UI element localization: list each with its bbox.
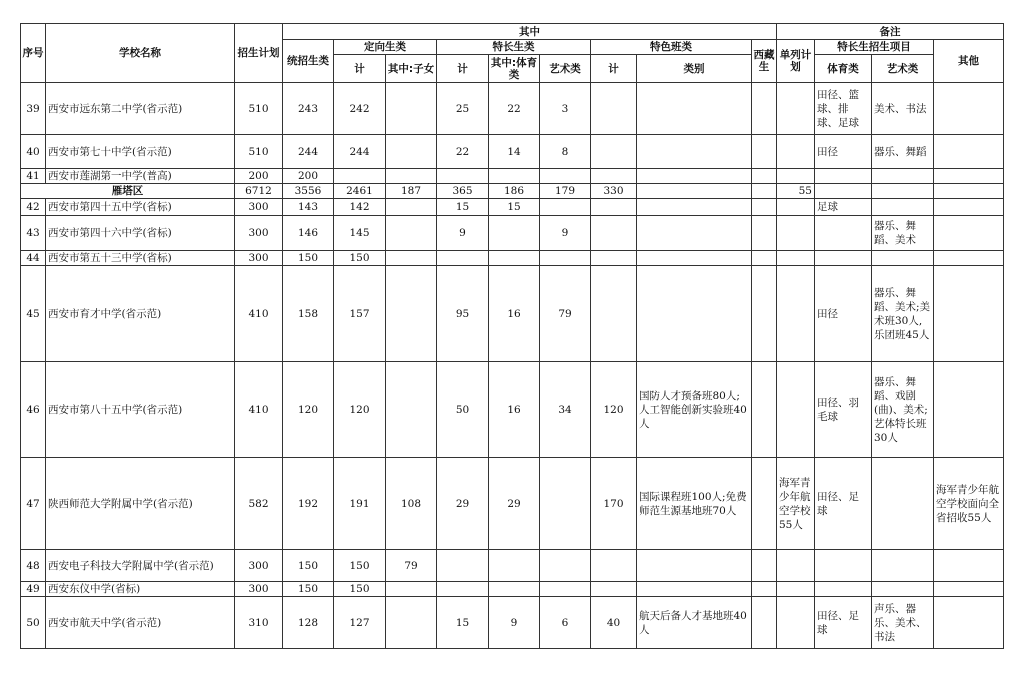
unified-count: 120 [283, 362, 334, 458]
unified-count: 150 [283, 550, 334, 582]
feature-class-category [637, 550, 752, 582]
other-remarks [934, 216, 1004, 251]
feature-class-total [591, 582, 637, 597]
row-number: 50 [21, 597, 46, 649]
arts-items: 器乐、舞蹈 [872, 135, 934, 169]
enrollment-plan: 300 [235, 550, 283, 582]
special-arts: 9 [540, 216, 591, 251]
separate-plan [777, 169, 815, 184]
directed-total [334, 169, 386, 184]
directed-children [386, 251, 437, 266]
feature-class-category [637, 184, 752, 199]
special-sports: 16 [489, 362, 540, 458]
special-total [437, 582, 489, 597]
separate-plan [777, 251, 815, 266]
tibet-count [752, 550, 777, 582]
row-number: 40 [21, 135, 46, 169]
table-row [21, 135, 1004, 169]
special-total: 15 [437, 199, 489, 216]
special-sports: 29 [489, 458, 540, 550]
directed-total: 157 [334, 266, 386, 362]
header-directed-total: 计 [334, 55, 386, 83]
directed-children [386, 83, 437, 135]
feature-class-total: 120 [591, 362, 637, 458]
special-arts: 179 [540, 184, 591, 199]
separate-plan [777, 582, 815, 597]
enrollment-plan-table [20, 23, 1004, 649]
unified-count: 143 [283, 199, 334, 216]
table-row [21, 169, 1004, 184]
feature-class-category: 国防人才预备班80人;人工智能创新实验班40人 [637, 362, 752, 458]
header-sports-category: 体育类 [815, 55, 872, 83]
feature-class-category [637, 83, 752, 135]
other-remarks [934, 169, 1004, 184]
feature-class-total [591, 266, 637, 362]
header-of-which: 其中 [283, 24, 777, 40]
table-row [21, 597, 1004, 649]
tibet-count [752, 582, 777, 597]
separate-plan [777, 135, 815, 169]
separate-plan [777, 550, 815, 582]
tibet-count [752, 458, 777, 550]
sports-items: 田径、羽毛球 [815, 362, 872, 458]
directed-total: 244 [334, 135, 386, 169]
row-number: 44 [21, 251, 46, 266]
school-name: 西安市莲湖第一中学(普高) [46, 169, 235, 184]
arts-items: 美术、书法 [872, 83, 934, 135]
arts-items: 声乐、器乐、美术、书法 [872, 597, 934, 649]
other-remarks [934, 199, 1004, 216]
arts-items: 器乐、舞蹈、戏剧(曲)、美术;艺体特长班30人 [872, 362, 934, 458]
header-plan: 招生计划 [235, 24, 283, 83]
feature-class-total [591, 169, 637, 184]
arts-items [872, 184, 934, 199]
header-seq: 序号 [21, 24, 46, 83]
enrollment-plan: 300 [235, 251, 283, 266]
tibet-count [752, 199, 777, 216]
tibet-count [752, 251, 777, 266]
enrollment-plan: 300 [235, 199, 283, 216]
special-sports: 186 [489, 184, 540, 199]
feature-class-total: 330 [591, 184, 637, 199]
directed-children [386, 135, 437, 169]
row-number: 42 [21, 199, 46, 216]
row-number: 43 [21, 216, 46, 251]
feature-class-category: 国际课程班100人;免费师范生源基地班70人 [637, 458, 752, 550]
special-total: 15 [437, 597, 489, 649]
row-number: 48 [21, 550, 46, 582]
sports-items: 田径、篮球、排球、足球 [815, 83, 872, 135]
sports-items [815, 216, 872, 251]
feature-class-category [637, 135, 752, 169]
arts-items: 器乐、舞蹈、美术;美术班30人,乐团班45人 [872, 266, 934, 362]
special-arts: 3 [540, 83, 591, 135]
enrollment-plan: 300 [235, 216, 283, 251]
unified-count: 146 [283, 216, 334, 251]
table-row [21, 362, 1004, 458]
school-name: 西安市第五十三中学(省标) [46, 251, 235, 266]
feature-class-total [591, 550, 637, 582]
arts-items [872, 458, 934, 550]
tibet-count [752, 597, 777, 649]
tibet-count [752, 169, 777, 184]
other-remarks [934, 597, 1004, 649]
table-row [21, 216, 1004, 251]
feature-class-category [637, 251, 752, 266]
directed-total: 150 [334, 582, 386, 597]
school-name: 西安市第七十中学(省示范) [46, 135, 235, 169]
special-total: 9 [437, 216, 489, 251]
special-arts: 79 [540, 266, 591, 362]
school-name: 西安电子科技大学附属中学(省示范) [46, 550, 235, 582]
header-special: 特长生类 [437, 40, 591, 55]
table-header [21, 24, 1004, 83]
other-remarks [934, 184, 1004, 199]
special-sports: 15 [489, 199, 540, 216]
sports-items: 田径、足球 [815, 597, 872, 649]
separate-plan [777, 266, 815, 362]
district-name: 雁塔区 [21, 184, 235, 199]
enrollment-plan: 310 [235, 597, 283, 649]
row-number: 45 [21, 266, 46, 362]
sports-items: 田径、足球 [815, 458, 872, 550]
table-row [21, 458, 1004, 550]
header-directed-children: 其中:子女 [386, 55, 437, 83]
sports-items [815, 184, 872, 199]
special-total [437, 169, 489, 184]
tibet-count [752, 266, 777, 362]
special-total: 25 [437, 83, 489, 135]
row-number: 47 [21, 458, 46, 550]
feature-class-category [637, 582, 752, 597]
header-feature-total: 计 [591, 55, 637, 83]
directed-children [386, 597, 437, 649]
school-name: 西安东仪中学(省标) [46, 582, 235, 597]
separate-plan [777, 83, 815, 135]
enrollment-plan: 300 [235, 582, 283, 597]
other-remarks [934, 266, 1004, 362]
special-total: 22 [437, 135, 489, 169]
sports-items [815, 582, 872, 597]
special-sports [489, 550, 540, 582]
special-arts [540, 251, 591, 266]
school-name: 陕西师范大学附属中学(省示范) [46, 458, 235, 550]
directed-total: 127 [334, 597, 386, 649]
directed-total: 242 [334, 83, 386, 135]
directed-children [386, 266, 437, 362]
special-sports [489, 216, 540, 251]
unified-count: 150 [283, 582, 334, 597]
separate-plan: 海军青少年航空学校55人 [777, 458, 815, 550]
sports-items [815, 169, 872, 184]
special-total: 365 [437, 184, 489, 199]
enrollment-plan: 410 [235, 266, 283, 362]
feature-class-total [591, 251, 637, 266]
table-row [21, 550, 1004, 582]
arts-items: 器乐、舞蹈、美术 [872, 216, 934, 251]
arts-items [872, 199, 934, 216]
special-arts [540, 458, 591, 550]
sports-items: 足球 [815, 199, 872, 216]
directed-total: 145 [334, 216, 386, 251]
directed-total: 142 [334, 199, 386, 216]
special-sports: 14 [489, 135, 540, 169]
header-special-items: 特长生招生项目 [815, 40, 934, 55]
enrollment-plan: 200 [235, 169, 283, 184]
unified-count: 3556 [283, 184, 334, 199]
feature-class-total: 40 [591, 597, 637, 649]
tibet-count [752, 135, 777, 169]
separate-plan [777, 362, 815, 458]
special-sports: 9 [489, 597, 540, 649]
header-directed: 定向生类 [334, 40, 437, 55]
directed-total: 150 [334, 251, 386, 266]
special-sports [489, 582, 540, 597]
special-total [437, 550, 489, 582]
special-arts [540, 169, 591, 184]
directed-children [386, 582, 437, 597]
special-total: 95 [437, 266, 489, 362]
sports-items: 田径 [815, 135, 872, 169]
arts-items [872, 251, 934, 266]
school-name: 西安市第四十六中学(省标) [46, 216, 235, 251]
enrollment-plan: 582 [235, 458, 283, 550]
feature-class-total [591, 135, 637, 169]
directed-total: 191 [334, 458, 386, 550]
header-school: 学校名称 [46, 24, 235, 83]
tibet-count [752, 184, 777, 199]
unified-count: 128 [283, 597, 334, 649]
enrollment-plan: 510 [235, 135, 283, 169]
unified-count: 200 [283, 169, 334, 184]
unified-count: 244 [283, 135, 334, 169]
enrollment-plan: 6712 [235, 184, 283, 199]
table-row [21, 83, 1004, 135]
tibet-count [752, 83, 777, 135]
header-tibet: 西藏生 [752, 40, 777, 83]
other-remarks [934, 362, 1004, 458]
directed-children [386, 362, 437, 458]
table-row [21, 199, 1004, 216]
directed-total: 150 [334, 550, 386, 582]
other-remarks [934, 135, 1004, 169]
header-separate-plan: 单列计划 [777, 40, 815, 83]
school-name: 西安市育才中学(省示范) [46, 266, 235, 362]
separate-plan [777, 199, 815, 216]
sports-items [815, 550, 872, 582]
row-number: 39 [21, 83, 46, 135]
header-feature-class: 特色班类 [591, 40, 752, 55]
row-number: 49 [21, 582, 46, 597]
other-remarks [934, 251, 1004, 266]
school-name: 西安市第四十五中学(省标) [46, 199, 235, 216]
feature-class-total [591, 83, 637, 135]
feature-class-total [591, 199, 637, 216]
row-number: 46 [21, 362, 46, 458]
feature-class-category [637, 199, 752, 216]
special-arts: 6 [540, 597, 591, 649]
enrollment-plan: 410 [235, 362, 283, 458]
feature-class-category [637, 266, 752, 362]
header-unified: 统招生类 [283, 40, 334, 83]
special-arts: 34 [540, 362, 591, 458]
special-sports [489, 169, 540, 184]
school-name: 西安市航天中学(省示范) [46, 597, 235, 649]
table-row [21, 251, 1004, 266]
special-arts [540, 582, 591, 597]
arts-items [872, 550, 934, 582]
special-arts [540, 199, 591, 216]
special-sports [489, 251, 540, 266]
header-other: 其他 [934, 40, 1004, 83]
enrollment-plan: 510 [235, 83, 283, 135]
unified-count: 158 [283, 266, 334, 362]
feature-class-total [591, 216, 637, 251]
unified-count: 150 [283, 251, 334, 266]
tibet-count [752, 216, 777, 251]
header-special-total: 计 [437, 55, 489, 83]
directed-children: 108 [386, 458, 437, 550]
sports-items [815, 251, 872, 266]
other-remarks [934, 83, 1004, 135]
feature-class-category [637, 216, 752, 251]
school-name: 西安市远东第二中学(省示范) [46, 83, 235, 135]
special-sports: 16 [489, 266, 540, 362]
school-name: 西安市第八十五中学(省示范) [46, 362, 235, 458]
district-subtotal-row [21, 184, 1004, 199]
arts-items [872, 582, 934, 597]
table-row [21, 266, 1004, 362]
special-arts: 8 [540, 135, 591, 169]
header-arts-category: 艺术类 [872, 55, 934, 83]
directed-children: 79 [386, 550, 437, 582]
directed-total: 2461 [334, 184, 386, 199]
other-remarks [934, 550, 1004, 582]
unified-count: 192 [283, 458, 334, 550]
special-sports: 22 [489, 83, 540, 135]
special-total [437, 251, 489, 266]
sports-items: 田径 [815, 266, 872, 362]
arts-items [872, 169, 934, 184]
header-remarks: 备注 [777, 24, 1004, 40]
tibet-count [752, 362, 777, 458]
special-arts [540, 550, 591, 582]
directed-children [386, 216, 437, 251]
special-total: 50 [437, 362, 489, 458]
directed-children [386, 169, 437, 184]
table-row [21, 582, 1004, 597]
directed-total: 120 [334, 362, 386, 458]
table-body [21, 83, 1004, 649]
separate-plan [777, 597, 815, 649]
row-number: 41 [21, 169, 46, 184]
unified-count: 243 [283, 83, 334, 135]
header-feature-category: 类别 [637, 55, 752, 83]
header-special-sports: 其中:体育类 [489, 55, 540, 83]
other-remarks [934, 582, 1004, 597]
directed-children [386, 199, 437, 216]
feature-class-category: 航天后备人才基地班40人 [637, 597, 752, 649]
other-remarks: 海军青少年航空学校面向全省招收55人 [934, 458, 1004, 550]
separate-plan [777, 216, 815, 251]
feature-class-category [637, 169, 752, 184]
directed-children: 187 [386, 184, 437, 199]
separate-plan: 55 [777, 184, 815, 199]
special-total: 29 [437, 458, 489, 550]
header-special-arts: 艺术类 [540, 55, 591, 83]
feature-class-total: 170 [591, 458, 637, 550]
